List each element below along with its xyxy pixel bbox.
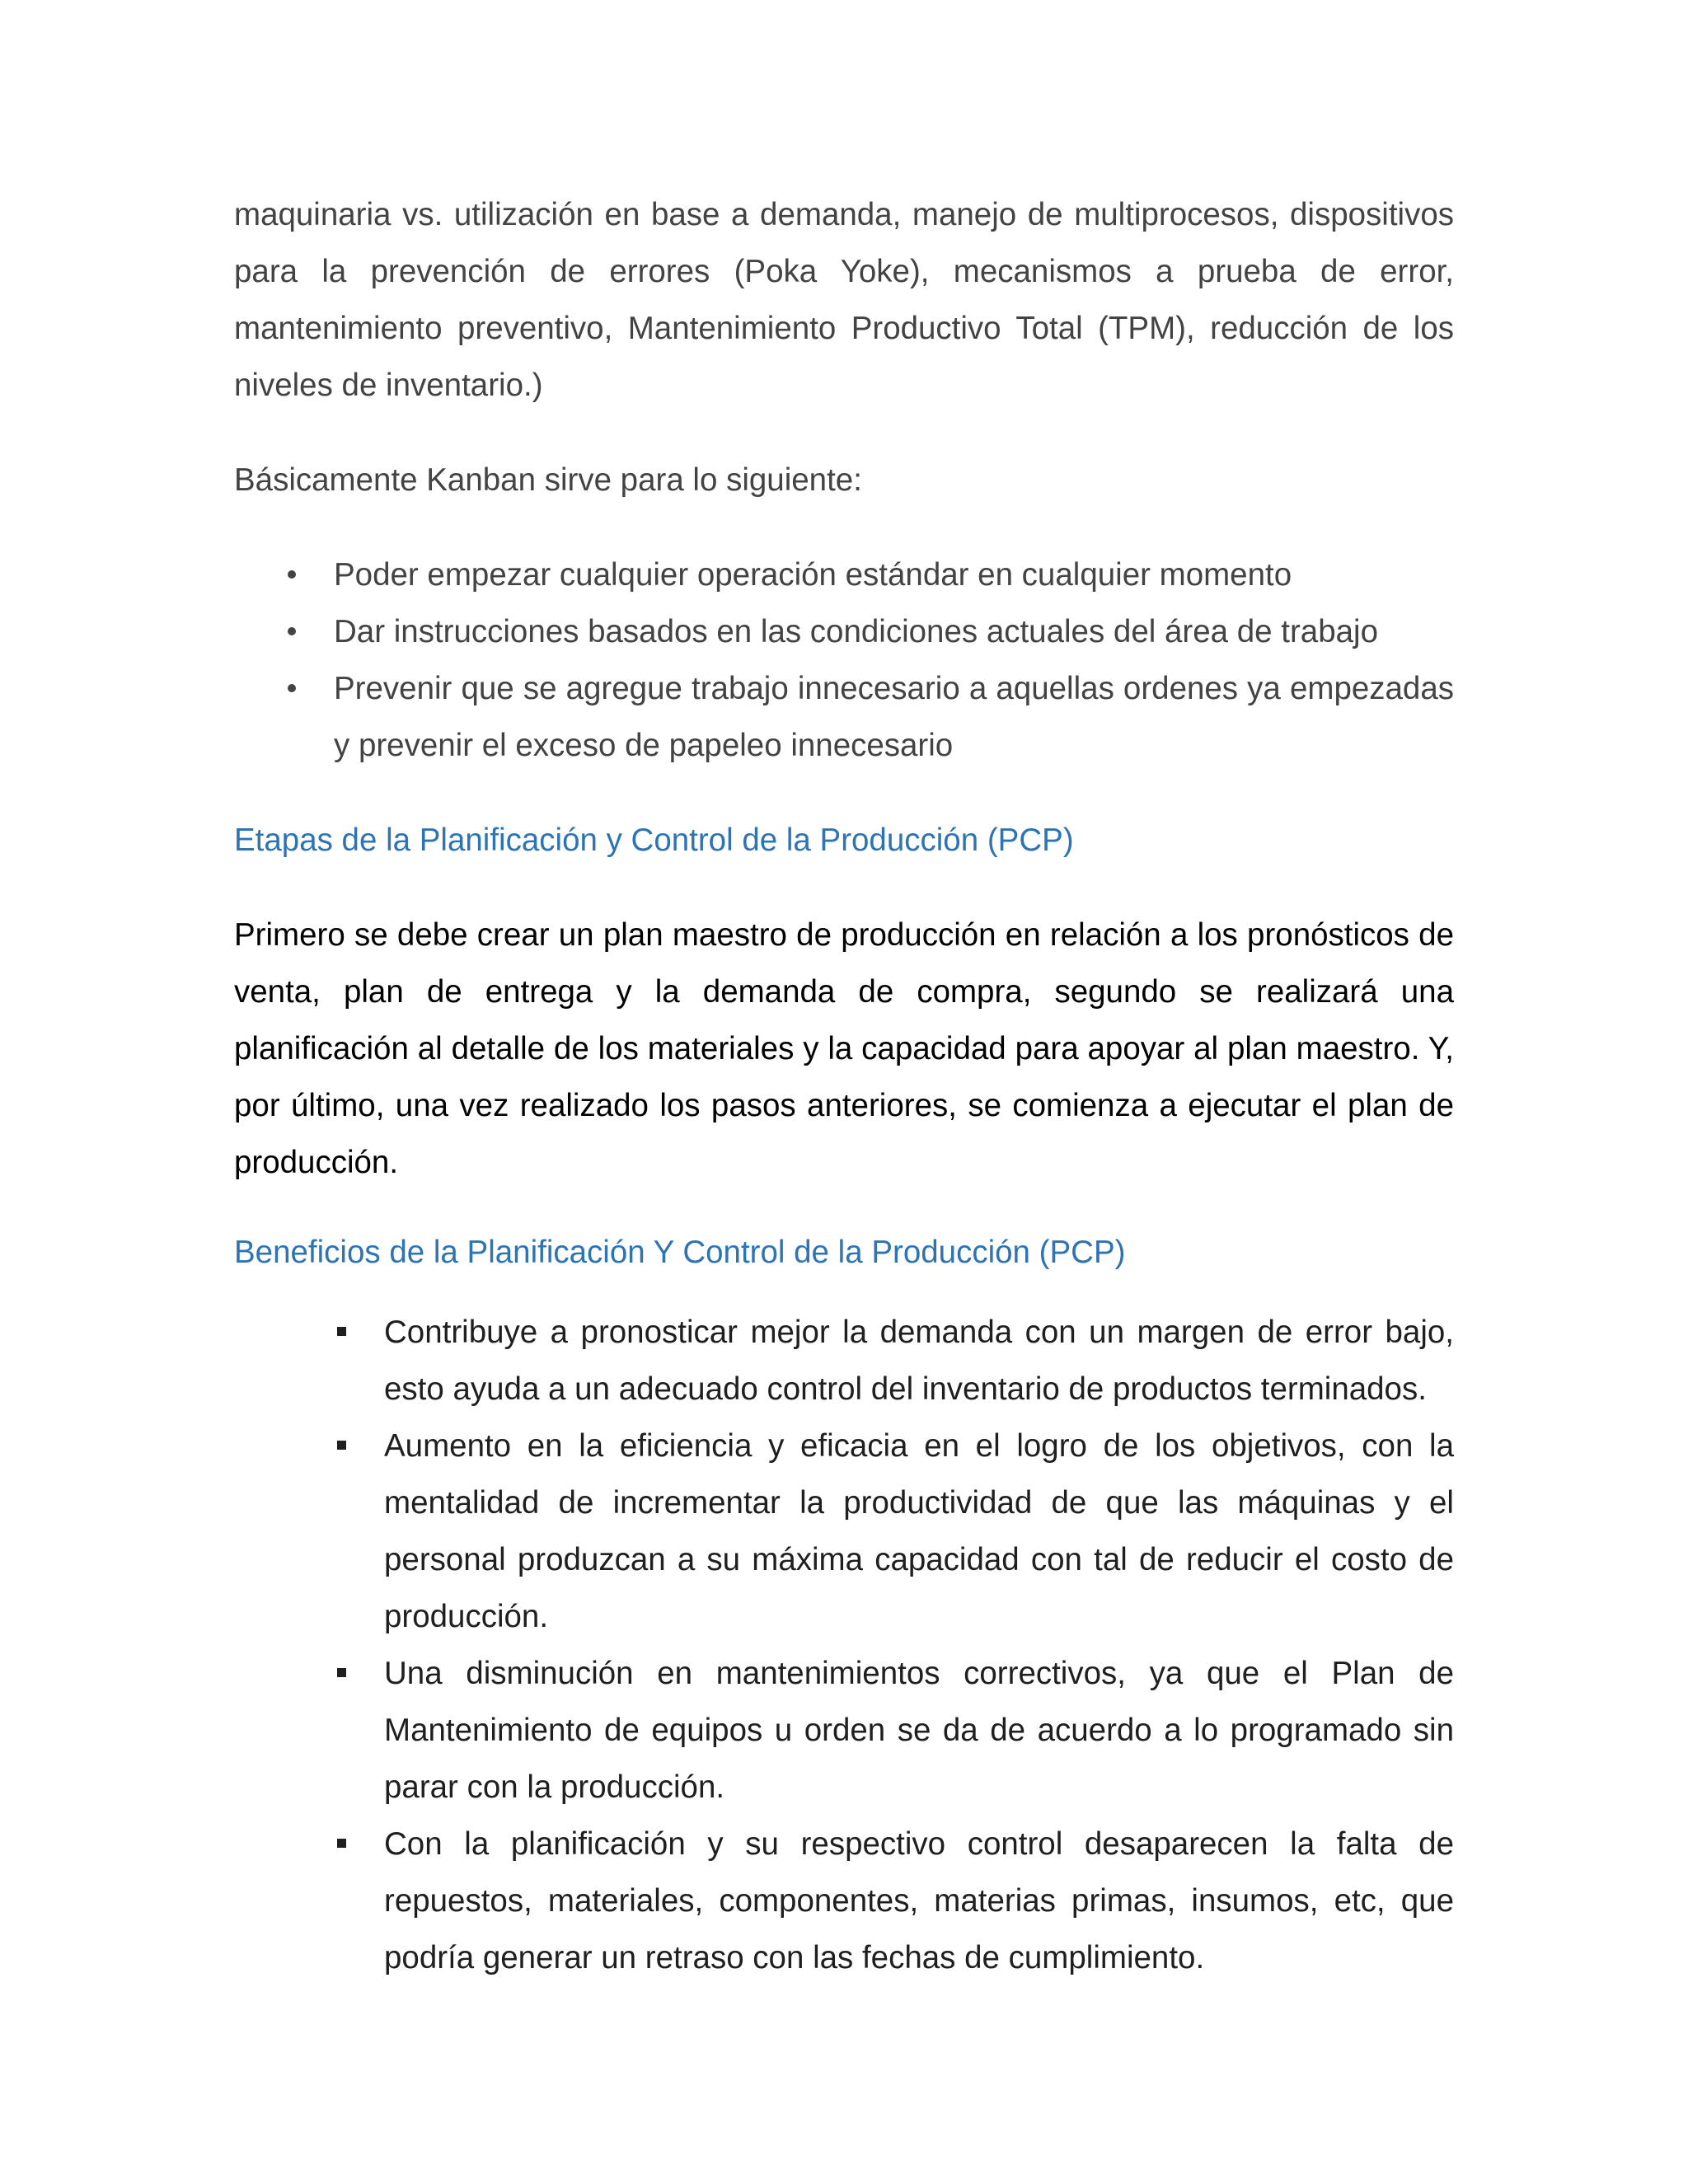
intro-paragraph: maquinaria vs. utilización en base a demanda, manejo de multiprocesos, dispositivos para la prevención de errores (Poka Yoke), mecanismos a prueba de error, mantenimiento preventivo, Mantenimiento Productivo Total (TPM), reducción de los niveles de inventario.) [234, 197, 1454, 403]
document-body [234, 186, 1454, 1986]
list-item-text: Prevenir que se agregue trabajo innecesario a aquellas ordenes ya empezadas y prevenir el exceso de papeleo innecesario [334, 671, 1454, 763]
list-item-text: Aumento en la eficiencia y eficacia en el logro de los objetivos, con la mentalidad de incrementar la productividad de que las máquinas y el personal produzcan a su máxima capacidad con tal de reducir el costo de producción. [384, 1428, 1454, 1634]
list-item [384, 1304, 1454, 1418]
list-item [334, 546, 1454, 603]
beneficios-list [234, 1304, 1454, 1986]
square-bullet-icon [337, 1839, 346, 1848]
square-bullet-icon [337, 1327, 346, 1336]
list-item-text: Poder empezar cualquier operación estándar en cualquier momento [334, 557, 1292, 593]
etapas-paragraph: Primero se debe crear un plan maestro de producción en relación a los pronósticos de venta, plan de entrega y la demanda de compra, segundo se realizará una planificación al detalle de los materiales y la capacidad para apoyar al plan maestro. Y, por último, una vez realizado los pasos anteriores, se comienza a ejecutar el plan de producción. [234, 917, 1454, 1180]
square-bullet-icon [337, 1668, 346, 1677]
list-item [334, 660, 1454, 774]
square-bullet-icon [337, 1441, 346, 1450]
list-item [334, 603, 1454, 660]
list-item [384, 1418, 1454, 1645]
list-item-text: Una disminución en mantenimientos correctivos, ya que el Plan de Mantenimiento de equipos u orden se da de acuerdo a lo programado sin parar con la producción. [384, 1656, 1454, 1805]
list-item-text: Con la planificación y su respectivo control desaparecen la falta de repuestos, materiales, componentes, materias primas, insumos, etc, que podría generar un retraso con las fechas de cumplimiento. [384, 1826, 1454, 1975]
kanban-list [234, 546, 1454, 774]
list-item-text: Dar instrucciones basados en las condiciones actuales del área de trabajo [334, 614, 1378, 649]
bullet-icon [288, 627, 296, 635]
list-item-text: Contribuye a pronosticar mejor la demanda con un margen de error bajo, esto ayuda a un adecuado control del inventario de productos terminados. [384, 1315, 1454, 1407]
bullet-icon [288, 570, 296, 579]
list-item [384, 1645, 1454, 1816]
list-item [384, 1816, 1454, 1986]
kanban-lead-paragraph: Básicamente Kanban sirve para lo siguiente: [234, 462, 862, 498]
heading-etapas: Etapas de la Planificación y Control de la Producción (PCP) [234, 823, 1074, 858]
bullet-icon [288, 684, 296, 692]
heading-beneficios: Beneficios de la Planificación Y Control de la Producción (PCP) [234, 1235, 1126, 1270]
